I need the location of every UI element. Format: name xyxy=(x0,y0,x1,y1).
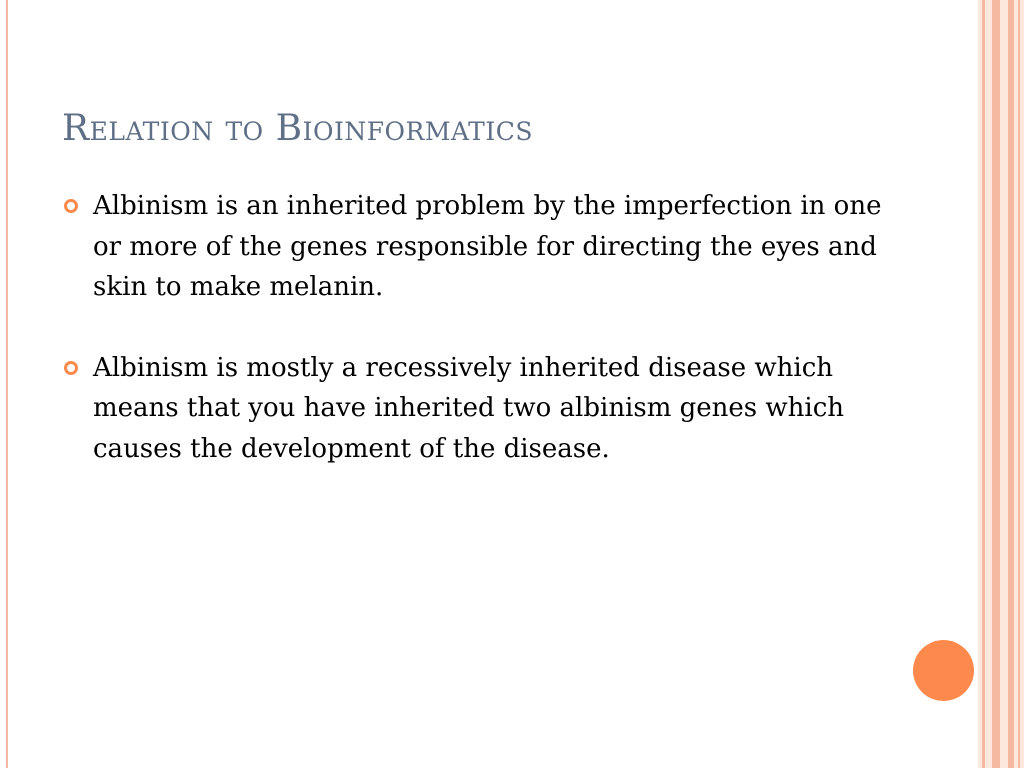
stripe xyxy=(992,0,1000,768)
bullet-list xyxy=(62,186,882,469)
slide-title: Relation to Bioinformatics xyxy=(62,108,533,149)
right-decorative-stripes xyxy=(978,0,1024,768)
left-border-line xyxy=(6,0,8,768)
stripe xyxy=(1018,0,1020,768)
bullet-circle-icon xyxy=(64,361,78,375)
decorative-circle xyxy=(913,640,974,701)
stripe xyxy=(982,0,985,768)
bullet-text: Albinism is an inherited problem by the imperfection in one or more of the genes responsible for directing the eyes and skin to make melanin. xyxy=(93,191,882,302)
bullet-text: Albinism is mostly a recessively inherited disease which means that you have inherited two albinism genes which causes the development of the disease. xyxy=(93,352,845,464)
stripe xyxy=(1008,0,1014,768)
bullet-item xyxy=(62,186,882,308)
bullet-item xyxy=(62,348,882,470)
bullet-circle-icon xyxy=(64,199,78,213)
